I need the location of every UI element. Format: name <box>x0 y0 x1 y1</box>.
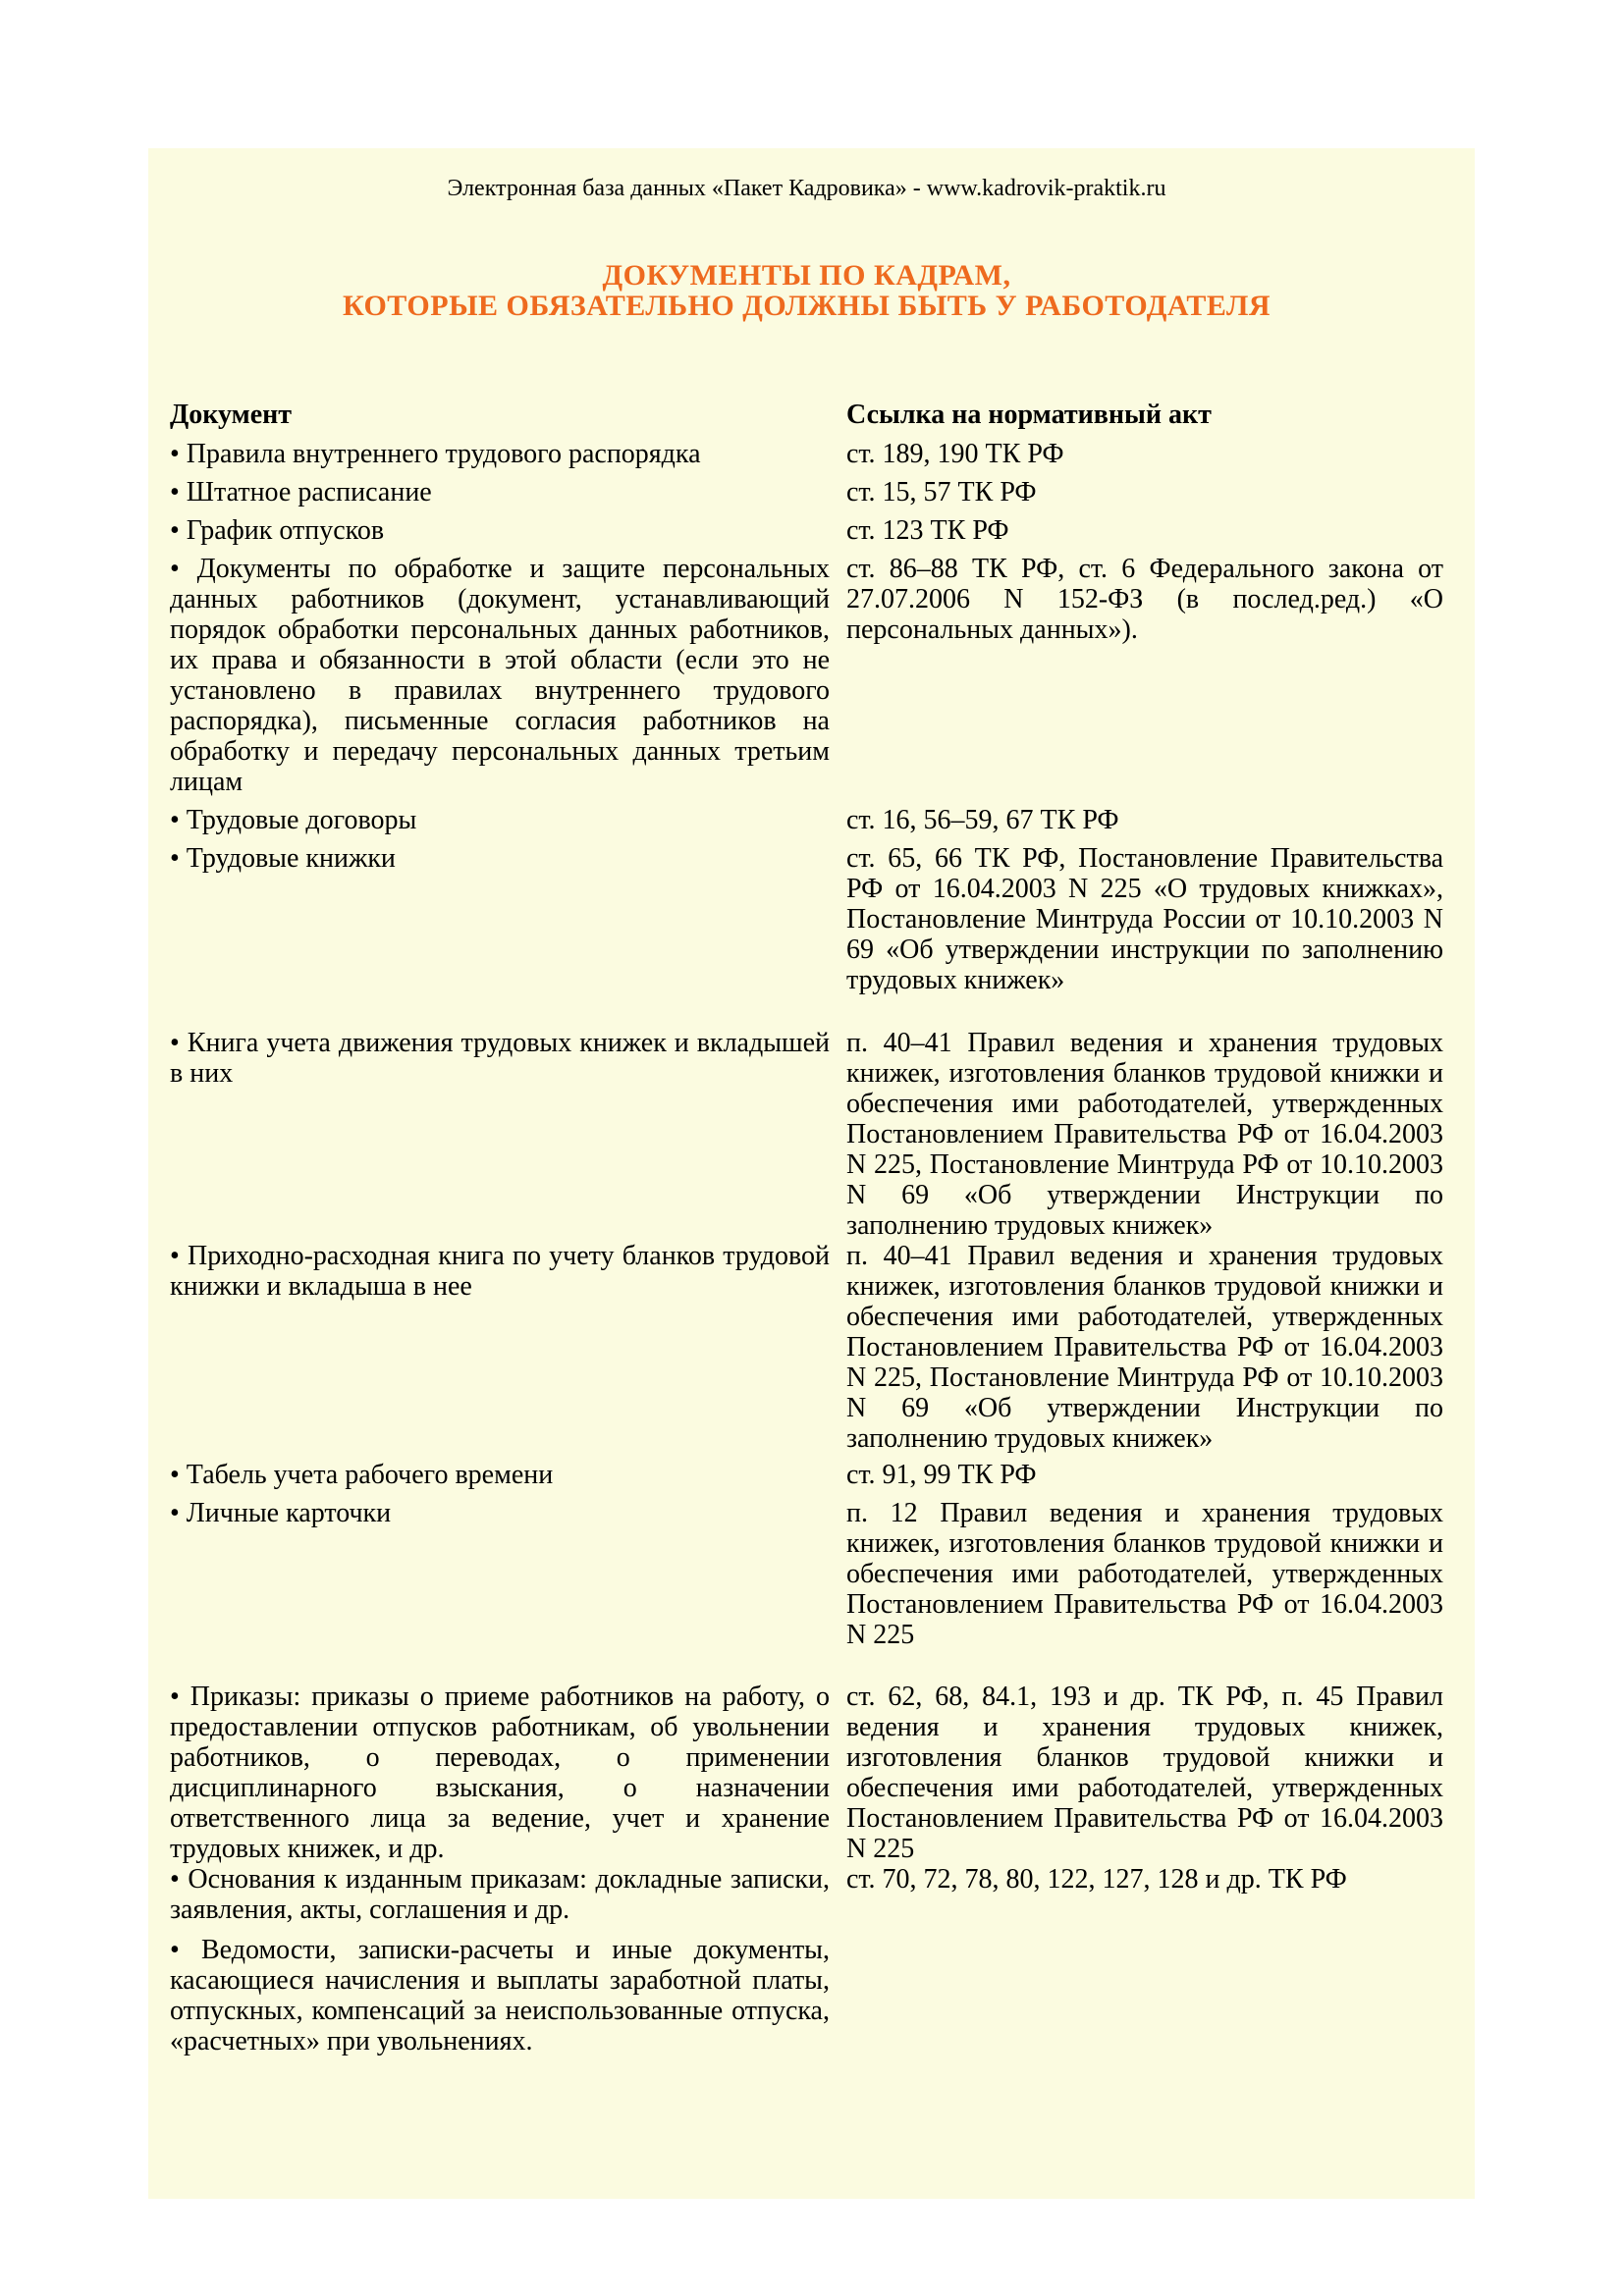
doc-cell: • Документы по обработке и защите персональных данных работников (документ, устанавливающий порядок обработки персональных данных работников, их права и обязанности в этой области (если это не установлено в правилах внутреннего трудового распорядка), письменные согласия работников на обработку и передачу персональных данных третьим лицам <box>170 554 830 797</box>
ref-cell: ст. 16, 56–59, 67 ТК РФ <box>846 805 1119 835</box>
database-source-note: Электронная база данных «Пакет Кадровика» - www.kadrovik-praktik.ru <box>447 176 1166 201</box>
document-title-line-1: ДОКУМЕНТЫ ПО КАДРАМ, <box>602 259 1011 292</box>
ref-cell: ст. 123 ТК РФ <box>846 515 1009 546</box>
ref-cell: ст. 70, 72, 78, 80, 122, 127, 128 и др. ТК РФ <box>846 1864 1347 1895</box>
ref-cell: ст. 15, 57 ТК РФ <box>846 477 1037 507</box>
document-title-line-2: КОТОРЫЕ ОБЯЗАТЕЛЬНО ДОЛЖНЫ БЫТЬ У РАБОТОДАТЕЛЯ <box>342 290 1271 322</box>
doc-cell: • Штатное расписание <box>170 477 432 507</box>
ref-cell: ст. 65, 66 ТК РФ, Постановление Правительства РФ от 16.04.2003 N 225 «О трудовых книжках», Постановление Минтруда России от 10.10.2003 N 69 «Об утверждении инструкции по заполнению трудовых книжек» <box>846 843 1443 995</box>
doc-cell: • Трудовые договоры <box>170 805 417 835</box>
ref-cell: п. 40–41 Правил ведения и хранения трудовых книжек, изготовления бланков трудовой книжки и обеспечения ими работодателей, утвержденных Постановлением Правительства РФ от 16.04.2003 N 225, Постановление Минтруда РФ от 10.10.2003 N 69 «Об утверждении Инструкции по заполнению трудовых книжек» <box>846 1028 1443 1241</box>
doc-cell: • Табель учета рабочего времени <box>170 1460 554 1490</box>
ref-cell: ст. 86–88 ТК РФ, ст. 6 Федерального закона от 27.07.2006 N 152-ФЗ (в послед.ред.) «О персональных данных»). <box>846 554 1443 645</box>
doc-cell: • Правила внутреннего трудового распорядка <box>170 439 701 469</box>
column-header-document: Документ <box>170 400 293 430</box>
ref-cell: ст. 62, 68, 84.1, 193 и др. ТК РФ, п. 45 Правил ведения и хранения трудовых книжек, изготовления бланков трудовой книжки и обеспечения ими работодателей, утвержденных Постановлением Правительства РФ от 16.04.2003 N 225 <box>846 1682 1443 1864</box>
column-header-normative-act: Ссылка на нормативный акт <box>846 400 1212 430</box>
ref-cell: п. 12 Правил ведения и хранения трудовых книжек, изготовления бланков трудовой книжки и обеспечения ими работодателей, утвержденных Постановлением Правительства РФ от 16.04.2003 N 225 <box>846 1498 1443 1650</box>
ref-cell: ст. 91, 99 ТК РФ <box>846 1460 1037 1490</box>
ref-cell: п. 40–41 Правил ведения и хранения трудовых книжек, изготовления бланков трудовой книжки и обеспечения ими работодателей, утвержденных Постановлением Правительства РФ от 16.04.2003 N 225, Постановление Минтруда РФ от 10.10.2003 N 69 «Об утверждении Инструкции по заполнению трудовых книжек» <box>846 1241 1443 1454</box>
doc-cell: • Ведомости, записки-расчеты и иные документы, касающиеся начисления и выплаты заработной платы, отпускных, компенсаций за неиспользованные отпуска, «расчетных» при увольнениях. <box>170 1935 830 2056</box>
doc-cell: • Приходно-расходная книга по учету бланков трудовой книжки и вкладыша в нее <box>170 1241 830 1302</box>
ref-cell <box>846 1935 1443 2056</box>
doc-cell: • Приказы: приказы о приеме работников на работу, о предоставлении отпусков работникам, об увольнении работников, о переводах, о применении дисциплинарного взыскания, о назначении ответственного лица за ведение, учет и хранение трудовых книжек, и др. <box>170 1682 830 1864</box>
document-title <box>170 260 1443 321</box>
doc-cell: • Книга учета движения трудовых книжек и вкладышей в них <box>170 1028 830 1089</box>
documents-table <box>170 400 1443 2056</box>
doc-cell: • Личные карточки <box>170 1498 392 1528</box>
document-page <box>148 148 1475 2199</box>
ref-cell: ст. 189, 190 ТК РФ <box>846 439 1064 469</box>
doc-cell: • Трудовые книжки <box>170 843 396 874</box>
doc-cell: • Основания к изданным приказам: докладные записки, заявления, акты, соглашения и др. <box>170 1864 830 1925</box>
doc-cell: • График отпусков <box>170 515 385 546</box>
